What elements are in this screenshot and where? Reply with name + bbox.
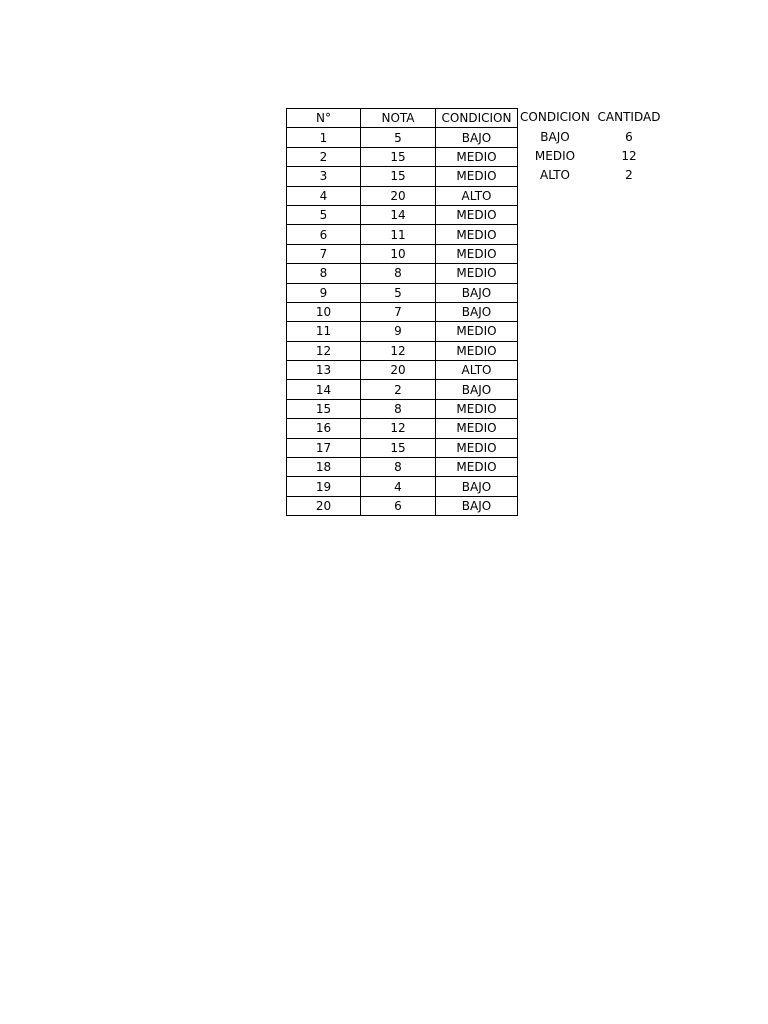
cell-nota: 20 <box>361 361 436 380</box>
cell-condicion: MEDIO <box>436 264 518 283</box>
table-row <box>287 322 518 341</box>
cell-condicion: ALTO <box>436 186 518 205</box>
cell-nota: 4 <box>361 477 436 496</box>
table-row <box>287 380 518 399</box>
header-nota: NOTA <box>361 109 436 128</box>
table-row <box>287 283 518 302</box>
table-row <box>287 167 518 186</box>
cell-number: 20 <box>287 496 361 515</box>
cell-condicion: MEDIO <box>436 341 518 360</box>
cell-condicion: BAJO <box>436 302 518 321</box>
summary-cell-cantidad: 12 <box>621 148 637 163</box>
cell-number: 6 <box>287 225 361 244</box>
table-row <box>287 458 518 477</box>
cell-nota: 7 <box>361 302 436 321</box>
cell-nota: 15 <box>361 438 436 457</box>
table-row <box>287 128 518 147</box>
cell-nota: 12 <box>361 341 436 360</box>
cell-condicion: MEDIO <box>436 244 518 263</box>
cell-number: 16 <box>287 419 361 438</box>
cell-number: 2 <box>287 147 361 166</box>
cell-number: 4 <box>287 186 361 205</box>
cell-nota: 2 <box>361 380 436 399</box>
cell-number: 19 <box>287 477 361 496</box>
cell-nota: 15 <box>361 147 436 166</box>
table-row <box>287 419 518 438</box>
cell-condicion: MEDIO <box>436 167 518 186</box>
cell-number: 9 <box>287 283 361 302</box>
summary-cell-cantidad: 2 <box>625 168 633 183</box>
table-row <box>287 496 518 515</box>
cell-condicion: MEDIO <box>436 322 518 341</box>
summary-table-body <box>518 127 666 185</box>
cell-nota: 20 <box>361 186 436 205</box>
summary-header-condicion: CONDICION <box>520 110 590 125</box>
cell-condicion: MEDIO <box>436 458 518 477</box>
cell-number: 5 <box>287 205 361 224</box>
cell-condicion: MEDIO <box>436 419 518 438</box>
cell-condicion: MEDIO <box>436 147 518 166</box>
cell-number: 13 <box>287 361 361 380</box>
cell-condicion: BAJO <box>436 477 518 496</box>
summary-table <box>518 108 666 186</box>
cell-number: 14 <box>287 380 361 399</box>
cell-nota: 6 <box>361 496 436 515</box>
cell-nota: 8 <box>361 264 436 283</box>
table-row <box>287 205 518 224</box>
summary-cell-condicion: BAJO <box>540 129 570 144</box>
cell-condicion: MEDIO <box>436 399 518 418</box>
cell-nota: 9 <box>361 322 436 341</box>
cell-number: 8 <box>287 264 361 283</box>
header-number: N° <box>287 109 361 128</box>
cell-nota: 15 <box>361 167 436 186</box>
summary-header-cantidad: CANTIDAD <box>597 110 661 125</box>
cell-nota: 11 <box>361 225 436 244</box>
table-row <box>287 341 518 360</box>
table-row <box>287 147 518 166</box>
table-row <box>287 186 518 205</box>
summary-cell-condicion: MEDIO <box>534 148 576 163</box>
cell-number: 17 <box>287 438 361 457</box>
table-row <box>287 399 518 418</box>
cell-condicion: ALTO <box>436 361 518 380</box>
cell-nota: 14 <box>361 205 436 224</box>
cell-number: 7 <box>287 244 361 263</box>
cell-number: 11 <box>287 322 361 341</box>
table-row <box>287 477 518 496</box>
summary-row <box>518 147 666 166</box>
cell-number: 10 <box>287 302 361 321</box>
table-row <box>287 225 518 244</box>
cell-number: 12 <box>287 341 361 360</box>
grades-table <box>286 108 518 516</box>
cell-number: 1 <box>287 128 361 147</box>
header-condicion: CONDICION <box>436 109 518 128</box>
cell-number: 18 <box>287 458 361 477</box>
summary-row <box>518 127 666 146</box>
cell-number: 15 <box>287 399 361 418</box>
cell-condicion: BAJO <box>436 380 518 399</box>
cell-condicion: BAJO <box>436 283 518 302</box>
summary-row <box>518 166 666 185</box>
cell-condicion: MEDIO <box>436 225 518 244</box>
grades-table-body <box>287 128 518 516</box>
cell-nota: 10 <box>361 244 436 263</box>
cell-number: 3 <box>287 167 361 186</box>
cell-nota: 5 <box>361 128 436 147</box>
cell-nota: 8 <box>361 399 436 418</box>
cell-nota: 8 <box>361 458 436 477</box>
cell-nota: 5 <box>361 283 436 302</box>
summary-cell-cantidad: 6 <box>625 129 633 144</box>
cell-condicion: BAJO <box>436 128 518 147</box>
table-row <box>287 361 518 380</box>
cell-condicion: BAJO <box>436 496 518 515</box>
summary-cell-condicion: ALTO <box>539 168 571 183</box>
summary-table-header-row <box>518 108 666 127</box>
table-row <box>287 438 518 457</box>
grades-table-header-row <box>287 109 518 128</box>
table-row <box>287 302 518 321</box>
table-row <box>287 244 518 263</box>
cell-condicion: MEDIO <box>436 205 518 224</box>
cell-condicion: MEDIO <box>436 438 518 457</box>
cell-nota: 12 <box>361 419 436 438</box>
table-row <box>287 264 518 283</box>
